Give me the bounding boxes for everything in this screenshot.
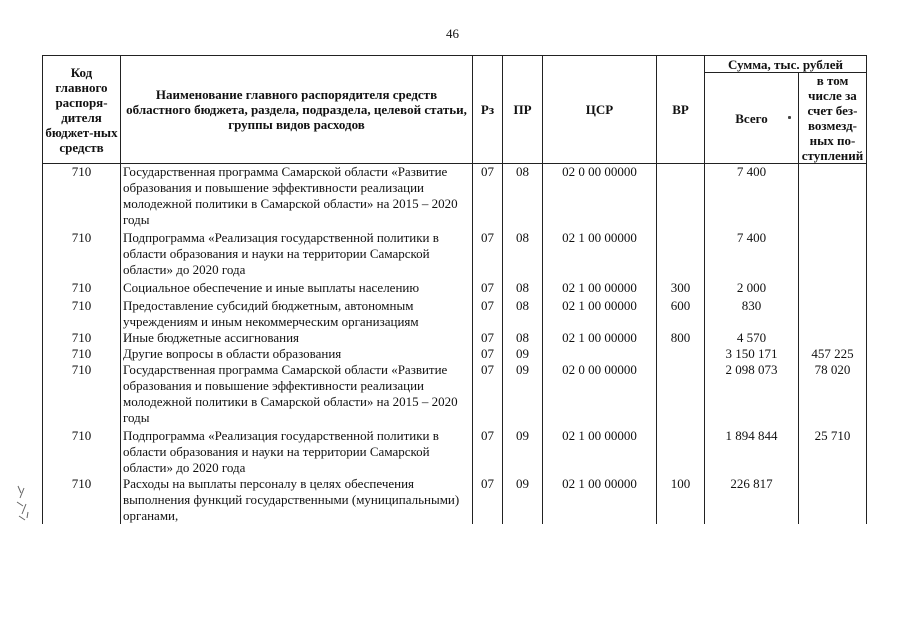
cell-free bbox=[799, 230, 867, 278]
cell-pr: 09 bbox=[503, 428, 543, 476]
cell-csr: 02 1 00 00000 bbox=[543, 298, 657, 330]
header-name: Наименование главного распорядителя средств областного бюджета, раздела, подраздела, целевой статьи, группы видов расходов bbox=[121, 56, 473, 164]
cell-free bbox=[799, 280, 867, 296]
cell-vsego: 7 400 bbox=[705, 164, 799, 229]
cell-kod: 710 bbox=[43, 346, 121, 362]
header-csr: ЦСР bbox=[543, 56, 657, 164]
cell-pr: 09 bbox=[503, 476, 543, 524]
cell-free bbox=[799, 164, 867, 229]
header-sum: Сумма, тыс. рублей bbox=[705, 56, 867, 73]
cell-vr bbox=[657, 164, 705, 229]
header-pr: ПР bbox=[503, 56, 543, 164]
cell-pr: 08 bbox=[503, 280, 543, 296]
cell-kod: 710 bbox=[43, 164, 121, 229]
cell-csr: 02 1 00 00000 bbox=[543, 230, 657, 278]
table-row bbox=[43, 362, 867, 426]
cell-free bbox=[799, 298, 867, 330]
cell-vr bbox=[657, 362, 705, 426]
cell-free: 78 020 bbox=[799, 362, 867, 426]
cell-pr: 08 bbox=[503, 230, 543, 278]
cell-vsego: 1 894 844 bbox=[705, 428, 799, 476]
cell-vsego: 226 817 bbox=[705, 476, 799, 524]
header-vsego: Всего bbox=[705, 73, 799, 164]
cell-pr: 09 bbox=[503, 362, 543, 426]
cell-csr: 02 1 00 00000 bbox=[543, 280, 657, 296]
page-number: 46 bbox=[446, 26, 459, 41]
budget-table bbox=[42, 55, 867, 524]
table-header bbox=[43, 56, 867, 164]
cell-pr: 09 bbox=[503, 346, 543, 362]
cell-csr: 02 1 00 00000 bbox=[543, 476, 657, 524]
cell-rz: 07 bbox=[473, 330, 503, 346]
cell-name: Иные бюджетные ассигнования bbox=[121, 330, 473, 346]
header-vr: ВР bbox=[657, 56, 705, 164]
header-free: в том числе за счет без-возмезд-ных по-ступлений bbox=[799, 73, 867, 164]
cell-pr: 08 bbox=[503, 298, 543, 330]
cell-name: Другие вопросы в области образования bbox=[121, 346, 473, 362]
cell-kod: 710 bbox=[43, 428, 121, 476]
cell-kod: 710 bbox=[43, 230, 121, 278]
header-rz: Рз bbox=[473, 56, 503, 164]
table-row bbox=[43, 346, 867, 362]
cell-vr: 100 bbox=[657, 476, 705, 524]
cell-vr bbox=[657, 346, 705, 362]
cell-name: Государственная программа Самарской области «Развитие образования и повышение эффективности реализации молодежной политики в Самарской области» на 2015 – 2020 годы bbox=[121, 164, 473, 229]
table-row bbox=[43, 230, 867, 278]
cell-rz: 07 bbox=[473, 298, 503, 330]
cell-csr: 02 0 00 00000 bbox=[543, 362, 657, 426]
cell-csr: 02 1 00 00000 bbox=[543, 428, 657, 476]
table-row bbox=[43, 476, 867, 524]
header-kod: Код главного распоря-дителя бюджет-ных средств bbox=[43, 56, 121, 164]
cell-name: Расходы на выплаты персоналу в целях обеспечения выполнения функций государственными (муниципальными) органами, bbox=[121, 476, 473, 524]
cell-csr bbox=[543, 346, 657, 362]
cell-kod: 710 bbox=[43, 476, 121, 524]
cell-vr bbox=[657, 428, 705, 476]
cell-pr: 08 bbox=[503, 330, 543, 346]
cell-rz: 07 bbox=[473, 476, 503, 524]
cell-name: Предоставление субсидий бюджетным, автономным учреждениям и иным некоммерческим организациям bbox=[121, 298, 473, 330]
cell-csr: 02 0 00 00000 bbox=[543, 164, 657, 229]
cell-rz: 07 bbox=[473, 230, 503, 278]
cell-vr bbox=[657, 230, 705, 278]
cell-free bbox=[799, 330, 867, 346]
cell-name: Подпрограмма «Реализация государственной политики в области образования и науки на территории Самарской области» до 2020 года bbox=[121, 230, 473, 278]
cell-free: 457 225 bbox=[799, 346, 867, 362]
table-row bbox=[43, 330, 867, 346]
cell-vsego: 3 150 171 bbox=[705, 346, 799, 362]
cell-kod: 710 bbox=[43, 330, 121, 346]
cell-rz: 07 bbox=[473, 346, 503, 362]
table-row bbox=[43, 298, 867, 330]
cell-kod: 710 bbox=[43, 298, 121, 330]
cell-rz: 07 bbox=[473, 164, 503, 229]
cell-free: 25 710 bbox=[799, 428, 867, 476]
table-body bbox=[43, 164, 867, 525]
cell-vsego: 2 098 073 bbox=[705, 362, 799, 426]
cell-name: Социальное обеспечение и иные выплаты населению bbox=[121, 280, 473, 296]
cell-name: Подпрограмма «Реализация государственной политики в области образования и науки на территории Самарской области» до 2020 года bbox=[121, 428, 473, 476]
cell-rz: 07 bbox=[473, 280, 503, 296]
table-row bbox=[43, 428, 867, 476]
cell-name: Государственная программа Самарской области «Развитие образования и повышение эффективности реализации молодежной политики в Самарской области» на 2015 – 2020 годы bbox=[121, 362, 473, 426]
cell-vr: 800 bbox=[657, 330, 705, 346]
cell-free bbox=[799, 476, 867, 524]
cell-rz: 07 bbox=[473, 428, 503, 476]
cell-vr: 300 bbox=[657, 280, 705, 296]
table-row bbox=[43, 164, 867, 229]
cell-csr: 02 1 00 00000 bbox=[543, 330, 657, 346]
scan-artifact-mark bbox=[14, 484, 32, 524]
cell-vr: 600 bbox=[657, 298, 705, 330]
cell-kod: 710 bbox=[43, 280, 121, 296]
table-row bbox=[43, 280, 867, 296]
cell-vsego: 4 570 bbox=[705, 330, 799, 346]
cell-vsego: 7 400 bbox=[705, 230, 799, 278]
cell-kod: 710 bbox=[43, 362, 121, 426]
cell-pr: 08 bbox=[503, 164, 543, 229]
cell-vsego: 2 000 bbox=[705, 280, 799, 296]
cell-vsego: 830 bbox=[705, 298, 799, 330]
cell-rz: 07 bbox=[473, 362, 503, 426]
